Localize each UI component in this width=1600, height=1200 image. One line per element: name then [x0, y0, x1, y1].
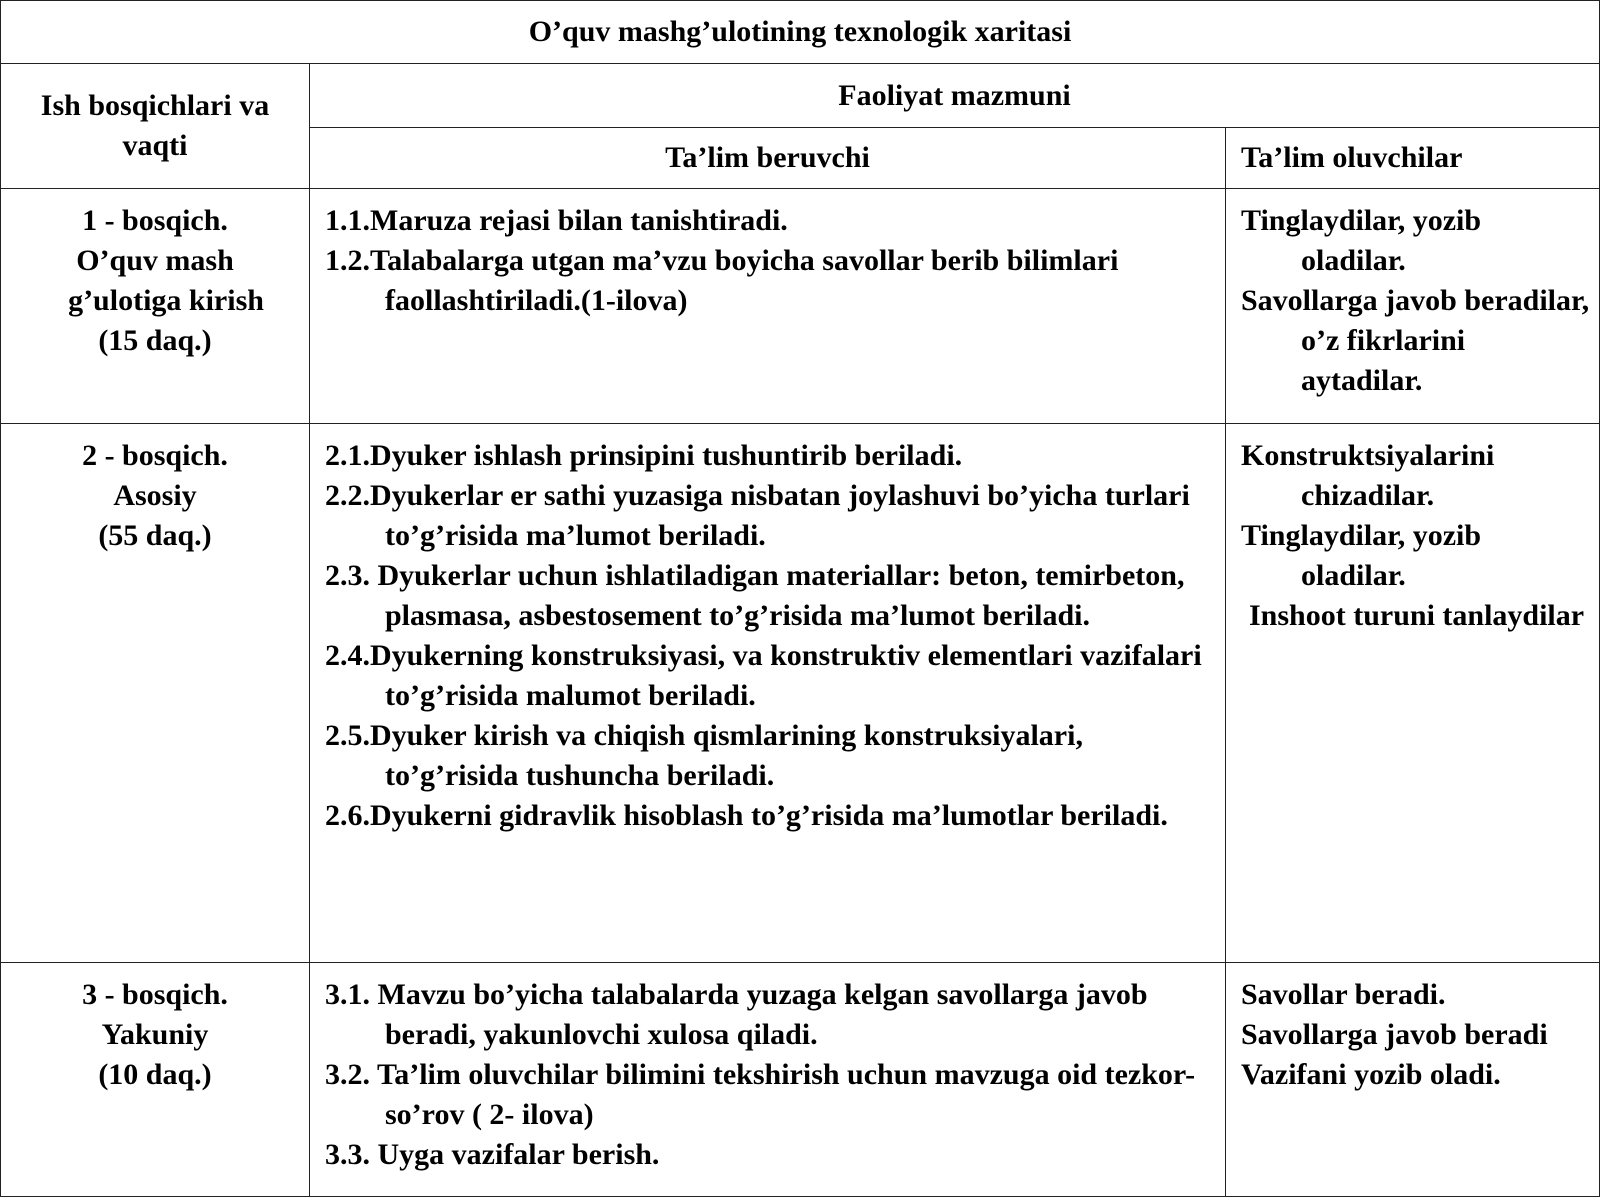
stage-line: (10 daq.) — [98, 1058, 212, 1091]
list-item: Tinglaydilar, yozib oladilar. — [1241, 519, 1482, 592]
list-item: 1.1.Maruza rejasi bilan tanishtiradi. — [325, 204, 788, 237]
table-title: O’quv mashg’ulotining texnologik xaritasi — [1, 1, 1600, 64]
list-item: Vazifani yozib oladi. — [1241, 1058, 1501, 1091]
stage-cell — [1, 424, 310, 963]
stage-line: 2 - bosqich. — [82, 439, 228, 472]
stage-line: g’ulotiga kirish — [68, 284, 264, 317]
list-item: 3.2. Ta’lim oluvchilar bilimini tekshirish uchun mavzuga oid tezkor-so’rov ( 2- ilova) — [325, 1058, 1196, 1131]
stage-line: (55 daq.) — [98, 519, 212, 552]
stage-line: 1 - bosqich. — [82, 204, 228, 237]
list-item: Konstruktsiyalarini chizadilar. — [1241, 439, 1495, 512]
stage-line: O’quv mash — [76, 244, 234, 277]
stage-line: Yakuniy — [101, 1018, 209, 1051]
list-item: Savollarga javob beradi — [1241, 1018, 1548, 1051]
list-item: 2.3. Dyukerlar uchun ishlatiladigan materiallar: beton, temirbeton, plasmasa, asbestosement to’g’risida ma’lumot beriladi. — [325, 559, 1185, 632]
list-item: 3.1. Mavzu bo’yicha talabalarda yuzaga kelgan savollarga javob beradi, yakunlovchi xulosa qiladi. — [325, 978, 1148, 1051]
list-item: 2.4.Dyukerning konstruksiyasi, va konstruktiv elementlari vazifalari to’g’risida malumot beriladi. — [325, 639, 1202, 712]
list-item: Tinglaydilar, yozib oladilar. — [1241, 204, 1482, 277]
teacher-cell — [310, 963, 1226, 1197]
table-row-stage-2 — [1, 424, 1600, 963]
teacher-cell — [310, 189, 1226, 424]
list-item: Inshoot turuni tanlaydilar — [1249, 599, 1585, 632]
stage-line: (15 daq.) — [98, 324, 212, 357]
table-row-stage-1 — [1, 189, 1600, 424]
teacher-cell — [310, 424, 1226, 963]
header-stages: Ish bosqichlari va vaqti — [1, 64, 310, 189]
list-item: 2.1.Dyuker ishlash prinsipini tushuntirib beriladi. — [325, 439, 963, 472]
header-students: Ta’lim oluvchilar — [1226, 128, 1600, 189]
stage-cell — [1, 189, 310, 424]
stage-cell — [1, 963, 310, 1197]
list-item: 3.3. Uyga vazifalar berish. — [325, 1138, 660, 1171]
header-teacher: Ta’lim beruvchi — [310, 128, 1226, 189]
list-item: 1.2.Talabalarga utgan ma’vzu boyicha savollar berib bilimlari faollashtiriladi.(1-ilova) — [325, 244, 1119, 317]
header-activity: Faoliyat mazmuni — [310, 64, 1600, 128]
stage-line: 3 - bosqich. — [82, 978, 228, 1011]
list-item: 2.6.Dyukerni gidravlik hisoblash to’g’risida ma’lumotlar beriladi. — [325, 799, 1168, 832]
students-cell — [1226, 963, 1600, 1197]
students-cell — [1226, 424, 1600, 963]
stage-line: Asosiy — [113, 479, 197, 512]
list-item: 2.2.Dyukerlar er sathi yuzasiga nisbatan joylashuvi bo’yicha turlari to’g’risida ma’lumot beriladi. — [325, 479, 1190, 552]
table-row-stage-3 — [1, 963, 1600, 1197]
list-item: 2.5.Dyuker kirish va chiqish qismlarining konstruksiyalari, to’g’risida tushuncha beriladi. — [325, 719, 1083, 792]
list-item: Savollar beradi. — [1241, 978, 1446, 1011]
students-cell — [1226, 189, 1600, 424]
list-item: Savollarga javob beradilar, o’z fikrlarini aytadilar. — [1241, 284, 1590, 397]
